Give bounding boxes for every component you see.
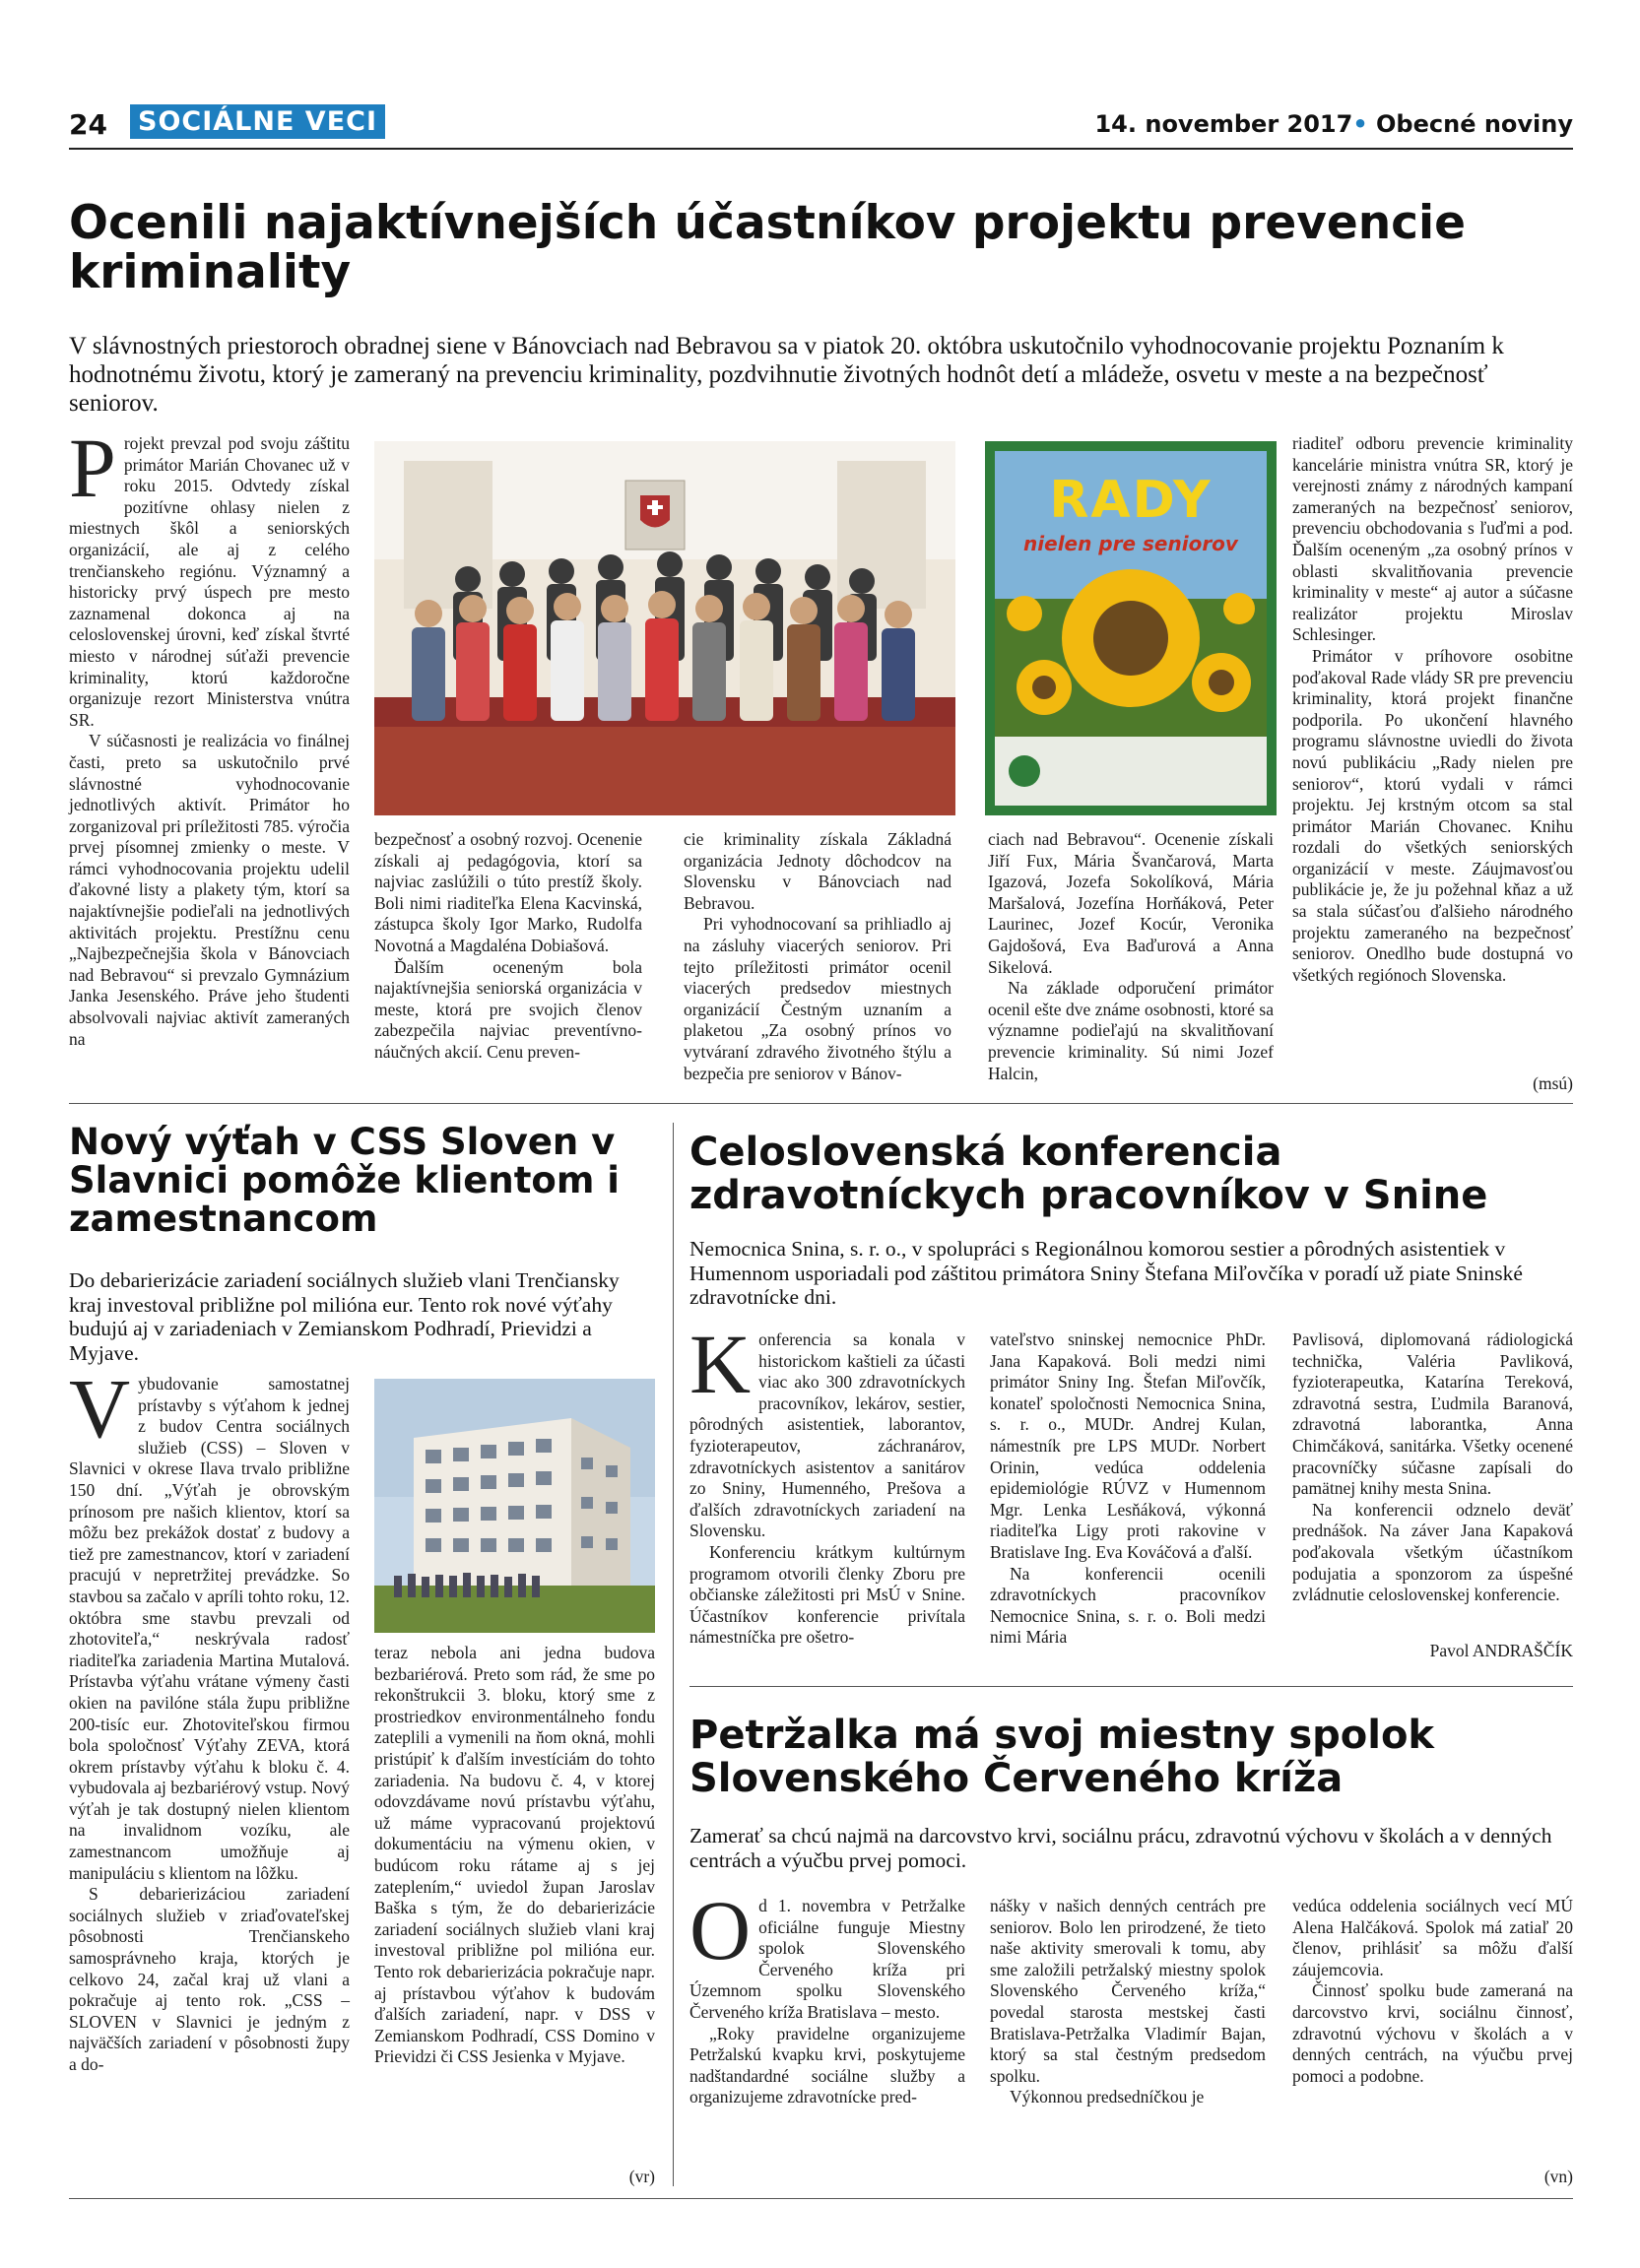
article2-column-2 [374, 1643, 655, 2068]
column-divider [673, 1123, 674, 2186]
book-cover [985, 441, 1277, 815]
header-dateline [1094, 110, 1573, 138]
article3-col3-paragraph: Na konferencii odznelo deväť prednášok. Na záver Jana Kapaková poďakovala všetkým účastníkom podujatia a sponzorom za úspešné zvládnutie celoslovenskej konferencie. [1292, 1499, 1573, 1605]
article1-signature: (msú) [1533, 1073, 1573, 1093]
article4-col3-paragraph: vedúca oddelenia sociálnych vecí MÚ Alena Halčáková. Spolok má zatiaľ 20 členov, prihlásiť sa môžu ďalší záujemcovia. [1292, 1896, 1573, 1979]
book-title: RADY [1049, 471, 1213, 530]
article4-lead: Zamerať sa chcú najmä na darcovstvo krvi, sociálnu prácu, zdravotnú výchovu v školách a v denných centrách a výučbu prvej pomoci. [689, 1824, 1552, 1872]
article2-col1-paragraph: S debarierizáciou zariadení sociálnych služieb v zriaďovateľskej pôsobnosti Trenčianskeho samosprávneho kraja, ktorých je celkovo 24, začal kraj už vlani a pokračuje aj tento rok. „CSS – SLOVEN v Slavnici je jedným z najväčších zariadení v pôsobnosti župy a do- [69, 1884, 350, 2074]
page-header [69, 104, 1573, 146]
article1-column-1 [69, 421, 350, 1050]
article3-dropcap: K [689, 1317, 752, 1411]
article2-col1-paragraph: ybudovanie samostatnej prístavby s výťahom k jednej z budov Centra sociálnych služieb (CSS) – Sloven v Slavnici v okrese Ilava trvalo približne 150 dní. „Výťah je obrovským prínosom pre našich klientov, ktorí sa môžu bez prekážok dostať z budovy a tiež pre zamestnancov, ktorí v zariadení pracujú v nepretržitej prevádzke. So stavbou sa začalo v apríli tohto roku, 12. októbra sme stavbu prevzali od zhotoviteľa,“ neskrývala radosť riaditeľka zariadenia Martina Mutalová. Prístavba výťahu vrátane výmeny časti okien na pavilóne stála župu približne 200-tisíc eur. Zhotoviteľskou firmou bola spoločnosť Výťahy ZEVA, ktorá okrem prístavby výťahu k bloku č. 4. vybudovala aj bezbariérový vstup. Nový výťah je tak dostupný nielen klientom na invalidnom vozíku, ale zamestnancom umožňuje aj manipuláciu s klientom na lôžku. [69, 1374, 350, 1883]
article2-col2-paragraph: teraz nebola ani jedna budova bezbariérová. Preto som rád, že sme po rekonštrukcii 3. bloku, ktorý sme z prostriedkov environmentálneho fondu zateplili a vymenili na ňom okná, mohli pristúpiť k ďalším investíciám do tohto zariadenia. Na budovu č. 4, v ktorej odovzdávame novú prístavbu výťahu, už máme vypracovanú projektovú dokumentáciu na výmenu okien, v budúcom roku rátame aj s jej zateplením,“ uviedol župan Jaroslav Baška s tým, že do debarierizácie zariadení sociálnych služieb vlani kraj investoval približne pol milióna eur. Tento rok debarierizácia pokračuje napr. aj prístavbou výťahov k budovám ďalších zariadení, napr. v DSS v Zemianskom Podhradí, CSS Domino v Prievidzi či CSS Jesienka v Myjave. [374, 1643, 655, 2067]
article4-signature: (vn) [1543, 2167, 1573, 2186]
book-subtitle: nielen pre seniorov [1023, 532, 1238, 555]
article3-column-3 [1292, 1329, 1573, 1606]
article3-col1-paragraph: Konferenciu krátkym kultúrnym programom otvorili členky Zboru pre občianske záležitosti pri MsÚ v Snine. Účastníkov konferencie privítala námestníčka pre ošetro- [689, 1541, 965, 1648]
article2-dropcap: V [69, 1361, 131, 1456]
article3-column-1 [689, 1317, 965, 1649]
article4-col2-paragraph: nášky v našich denných centrách pre seniorov. Bolo len prirodzené, že tieto naše aktivity smerovali k tomu, aby sme založili petržalský miestny spolok Slovenského Červeného kríža,“ povedal starosta mestskej časti Bratislava-Petržalka Vladimír Bajan, ktorý sa stal čestným predsedom spolku. [990, 1896, 1266, 2086]
article1-column-4 [988, 829, 1274, 1084]
article1-lead: V slávnostných priestoroch obradnej siene v Bánovciach nad Bebravou sa v piatok 20. októbra uskutočnilo vyhodnocovanie projektu Poznaním k hodnotnému životu, ktorý je zameraný na prevenciu kriminality, pozdvihnutie životných hodnôt detí a mládeže, osvetu v meste a na bezpečnosť seniorov. [69, 333, 1504, 417]
article4-column-2 [990, 1896, 1266, 2108]
article1-title: Ocenili najaktívnejších účastníkov projektu prevencie kriminality [69, 196, 1467, 299]
article3-title: Celoslovenská konferencia zdravotníckych pracovníkov v Snine [689, 1130, 1488, 1218]
article3-lead: Nemocnica Snina, s. r. o., v spolupráci s Regionálnou komorou sestier a pôrodných asistentiek v Humennom usporiadali pod záštitou primátora Sniny Štefana Miľovčíka v poradí už piate Sninské zdravotnícke dni. [689, 1237, 1523, 1309]
article4-column-3 [1292, 1896, 1573, 2087]
article1-col2-paragraph: Ďalším oceneným bola najaktívnejšia seniorská organizácia v meste, ktorá pre svojich členov zabezpečila najviac preventívno-náučných akcií. Cenu preven- [374, 956, 642, 1062]
article1-col3-paragraph: cie kriminality získala Základná organizácia Jednoty dôchodcov na Slovensku v Bánovciach nad Bebravou. [684, 829, 951, 913]
group-photo [374, 441, 955, 815]
article1-col1-paragraph: V súčasnosti je realizácia vo finálnej časti, preto sa uskutočnilo prvé slávnostné vyhodnocovanie jednotlivých aktivít. Primátor ho zorganizoval pri príležitosti 785. výročia prvej písomnej zmienky o meste. V rámci vyhodnocovania projektu udelil ďakovné listy a plakety tým, ktorí sa najaktívnejšie podieľali na jednotlivých aktivitách projektu. Prestížnu cenu „Najbezpečnejšia škola v Bánovciach nad Bebravou“ si prevzalo Gymnázium Janka Jesenského. Práve jeho študenti absolvovali najviac aktivít zameraných na [69, 731, 350, 1049]
article2-column-1 [69, 1361, 350, 2076]
article3-signature: Pavol ANDRAŠČÍK [1429, 1641, 1573, 1660]
article2-lead: Do debarierizácie zariadení sociálnych služieb vlani Trenčiansky kraj investoval približne pol milióna eur. Tento rok nové výťahy budujú aj v zariadeniach v Zemianskom Podhradí, Prievidzi a Myjave. [69, 1268, 620, 1365]
bullet-icon: • [1352, 110, 1368, 138]
article3-col3-paragraph: Pavlisová, diplomovaná rádiologická technička, Valéria Pavliková, fyzioterapeutka, Katarína Tereková, zdravotná sestra, Ľudmila Baranová, zdravotná laborantka, Anna Chimčáková, sanitárka. Všetky ocenené pracovníčky súčasne zapísali do pamätnej knihy mesta Snina. [1292, 1329, 1573, 1499]
article1-column-5 [1292, 433, 1573, 986]
article2-title: Nový výťah v CSS Sloven v Slavnici pomôže klientom i zamestnancom [69, 1121, 620, 1240]
article3-column-2 [990, 1329, 1266, 1649]
newspaper-name: Obecné noviny [1376, 110, 1573, 138]
article4-dropcap: O [689, 1883, 752, 1977]
article3-col1-paragraph: onferencia sa konala v historickom kaštieli za účasti viac ako 300 zdravotníckych pracovníkov, lekárov, sestier, pôrodných asistentiek, laborantov, fyzioterapeutov, záchranárov, zdravotníckych asistentov a sanitárov zo Sniny, Humenného, Prešova a ďalších zdravotníckych zariadení na Slovensku. [689, 1329, 965, 1541]
article4-col1-paragraph: d 1. novembra v Petržalke oficiálne funguje Miestny spolok Slovenského Červeného kríža pri Územnom spolku Slovenského Červeného kríža Bratislava – mesto. [689, 1896, 965, 2022]
article3-col2-paragraph: Na konferencii ocenili zdravotníckych pracovníkov Nemocnice Snina, s. r. o. Boli medzi nimi Mária [990, 1563, 1266, 1648]
article1-dropcap: P [69, 421, 116, 515]
article1-col4-paragraph: ciach nad Bebravou“. Ocenenie získali Jiří Fux, Mária Švančarová, Marta Igazová, Jozefa Sokolíková, Mária Maršalová, Jozefína Horňáková, Peter Laurinec, Jozef Kocúr, Veronika Gajdošová, Eva Baďurová a Anna Sikelová. [988, 829, 1274, 977]
article1-col4-paragraph: Na základe odporučení primátor ocenil ešte dve známe osobnosti, ktoré sa významne podieľajú na skvalitňovaní prevencie kriminality. Sú nimi Jozef Halcin, [988, 978, 1274, 1083]
article4-title: Petržalka má svoj miestny spolok Slovenského Červeného kríža [689, 1713, 1435, 1801]
article3-col2-paragraph: vateľstvo sninskej nemocnice PhDr. Jana Kapaková. Boli medzi nimi primátor Sniny Ing. Štefan Miľovčík, konateľ spoločnosti Nemocnica Snina, s. r. o., MUDr. Andrej Kulan, námestník pre LPS MUDr. Norbert Orinin, vedúca oddelenia epidemiológie RÚVZ v Humennom Mgr. Lenka Lesňáková, výkonná riaditeľka Ligy proti rakovine v Bratislave Ing. Eva Kováčová a ďalší. [990, 1329, 1266, 1562]
article4-col2-paragraph: Výkonnou predsedníčkou je [1010, 2087, 1205, 2107]
article4-col1-paragraph: „Roky pravidelne organizujeme Petržalskú kvapku krvi, poskytujeme nadštandardné sociálne služby a organizujeme zdravotnícke pred- [689, 2023, 965, 2107]
page-number: 24 [69, 108, 107, 141]
article1-column-2 [374, 829, 642, 1064]
header-rule [69, 148, 1573, 150]
article1-col2-paragraph: bezpečnosť a osobný rozvoj. Ocenenie získali aj pedagógovia, ktorí sa najviac zaslúžili o túto prestíž školy. Boli nimi riaditeľka Elena Kacvinská, zástupca školy Igor Marko, Rudolfa Novotná a Magdaléna Dobiašová. [374, 829, 642, 955]
footer-rule [69, 2198, 1573, 2199]
article1-col1-paragraph: rojekt prevzal pod svoju záštitu primátor Marián Chovanec už v roku 2015. Odvtedy získal pozitívne ohlasy nielen z miestnych škôl a seniorských organizácií, ale aj z celého trenčianskeho regiónu. Významný a historicky prvý úspech pre mesto zaznamenal dokonca aj na celoslovenskej úrovni, keď získal štvrté miesto v národnej súťaži prevencie kriminality, ktorú každoročne organizuje rezort Ministerstva vnútra SR. [69, 433, 350, 730]
issue-date: 14. november 2017 [1094, 110, 1353, 138]
article1-column-3 [684, 829, 951, 1084]
section-label: SOCIÁLNE VECI [130, 104, 385, 139]
article1-col3-paragraph: Pri vyhodnocovaní sa prihliadlo aj na zásluhy viacerých seniorov. Pri tejto príležitosti primátor ocenil viacerých predsedov miestnych organizácií Čestným uznaním a plaketou „Za osobný prínos vo vytváraní zdravého životného štýlu a bezpečia pre seniorov v Bánov- [684, 914, 951, 1083]
section-divider [69, 1103, 1573, 1104]
building-photo [374, 1379, 655, 1633]
article4-column-1 [689, 1883, 965, 2108]
article1-col5-paragraph: Primátor v príhovore osobitne poďakoval Rade vlády SR pre prevenciu kriminality, ktorá projekt finančne podporila. Po ukončení hlavného programu slávnostne uviedli do života novú publikáciu „Rady nielen pre seniorov“, ktorú vydali v rámci projektu. Jej krstným otcom sa stal primátor Marián Chovanec. Knihu rozdali do všetkých seniorských organizácií v meste. Záujmavosťou publikácie je, že ju požehnal kňaz a už sa stala súčasťou ďalšieho národného projektu zameraného na bezpečnosť seniorov. Onedlho bude dostupná vo všetkých regiónoch Slovenska. [1292, 645, 1573, 985]
section-divider [689, 1686, 1573, 1687]
article4-col3-paragraph: Činnosť spolku bude zameraná na darcovstvo krvi, sociálnu činnosť, zdravotnú výchovu v školách a v denných centrách, na výučbu prvej pomoci a podobne. [1292, 1980, 1573, 2086]
article2-signature: (vr) [628, 2167, 655, 2186]
article1-col5-paragraph: riaditeľ odboru prevencie kriminality kancelárie ministra vnútra SR, ktorý je verejnosti známy z národných kampaní zameraných na bezpečnosť seniorov, prevenciu obchodovania s ľuďmi a pod. Ďalším oceneným „za osobný prínos v oblasti skvalitňovania prevencie kriminality v meste“ aj autor a súčasne realizátor projektu Miroslav Schlesinger. [1292, 433, 1573, 645]
